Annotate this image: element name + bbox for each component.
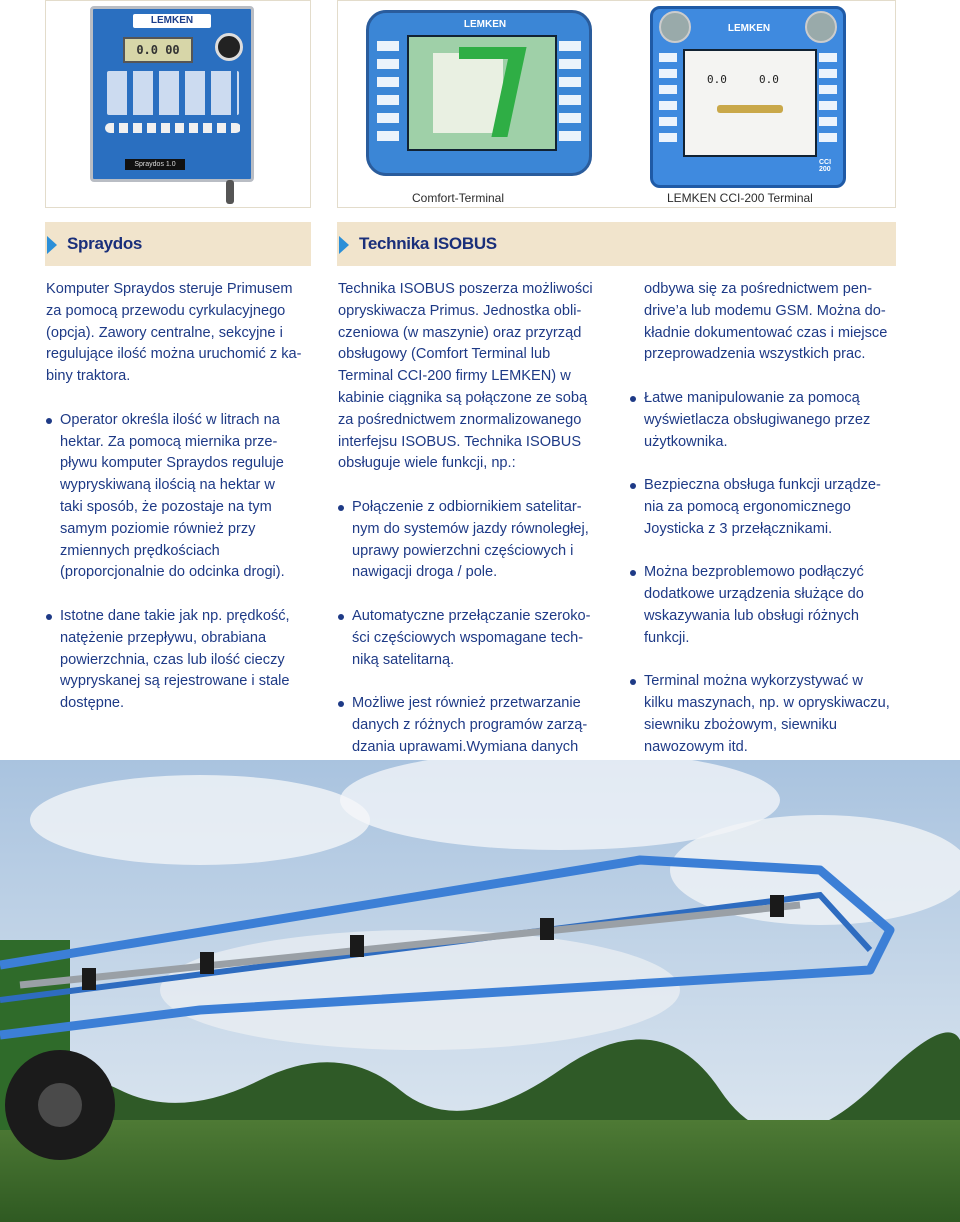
isobus-section-header <box>337 222 896 266</box>
isobus-continued: odbywa się za pośrednictwem pen- drive’a lub modemu GSM. Można do- kładnie dokumentować czas i miejsce przeprowadzenia wszystkich prac. <box>644 281 888 363</box>
spraydos-device-label: Spraydos 1.0 <box>125 159 185 170</box>
cci-right-softkeys <box>819 53 837 149</box>
isobus-title: Technika ISOBUS <box>359 234 497 253</box>
lemken-logo: LEMKEN <box>727 23 771 34</box>
caption-cci-terminal: LEMKEN CCI-200 Terminal <box>667 191 813 205</box>
comfort-terminal-screen <box>407 35 557 151</box>
bullet-item: Łatwe manipulowanie za pomocą wyświetlacza obsługiwanego przez użytkownika. <box>630 388 920 453</box>
cci-screen <box>683 49 817 157</box>
rotary-knob <box>215 33 243 61</box>
spraydos-title: Spraydos <box>67 234 143 253</box>
bullet-item: Istotne dane takie jak np. prędkość, natężenie przepływu, obrabiana powierzchnia, czas lub ilość cieczy wypryskanej są rejestrowane i stale dostępne. <box>46 606 311 715</box>
comfort-terminal-image <box>366 10 592 176</box>
column-isobus-1 <box>338 279 618 759</box>
caption-comfort-terminal: Comfort-Terminal <box>412 191 505 205</box>
bullet-item: Bezpieczna obsługa funkcji urządze- nia za pomocą ergonomicznego Joysticka z 3 przełącznikami. <box>630 475 920 540</box>
cci-model-badge: CCI 200 <box>819 159 832 173</box>
cci-left-softkeys <box>659 53 677 149</box>
isobus-intro: Technika ISOBUS poszerza możliwości opryskiwacza Primus. Jednostka obli- czeniowa (w maszynie) oraz przyrząd obsługowy (Comfort Terminal lub Terminal CCI-200 firmy LEMKEN) w kabinie ciągnika są połączone ze sobą za pośrednictwem znormalizowanego interfejsu ISOBUS. Technika ISOBUS obsługuje wiele funkcji, np.: <box>338 281 593 472</box>
spraydos-lcd-display: 0.0 00 <box>123 37 193 63</box>
cci-knob-left <box>659 11 691 43</box>
cci-200-terminal-image <box>650 6 846 188</box>
arrow-icon <box>339 236 349 254</box>
cci-boom-graphic <box>717 105 783 113</box>
bullet-item: Automatyczne przełączanie szeroko- ści częściowych wspomagane tech- niką satelitarną. <box>338 606 618 671</box>
sprayer-field-photo <box>0 760 960 1222</box>
bullet-item: Operator określa ilość w litrach na hektar. Za pomocą miernika prze- pływu komputer Spraydos reguluje wypryskiwaną ilością na hektar w taki sposób, że pozostaje na tym samym poziomie również przy zmiennych prędkościach (proporcjonalnie do odcinka drogi). <box>46 410 311 584</box>
column-spraydos <box>46 279 311 715</box>
cci-value-2: 0.0 <box>759 73 779 86</box>
device-cable <box>226 180 234 204</box>
left-softkeys <box>377 41 399 145</box>
spraydos-computer-image <box>90 6 254 182</box>
lemken-logo: LEMKEN <box>463 19 507 30</box>
bullet-item: Możliwe jest również przetwarzanie danych z różnych programów zarzą- dzania uprawami.Wymiana danych <box>338 693 618 758</box>
sprayer-field-illustration <box>0 760 960 1222</box>
spraydos-intro: Komputer Spraydos steruje Primusem za pomocą przewodu cyrkulacyjnego (opcja). Zawory centralne, sekcyjne i regulujące ilość można uruchomić z ka- biny traktora. <box>46 281 302 385</box>
section-switch-row <box>105 123 241 133</box>
right-softkeys <box>559 41 581 145</box>
arrow-icon <box>47 236 57 254</box>
cci-value-1: 0.0 <box>707 73 727 86</box>
function-buttons <box>107 71 239 115</box>
cci-knob-right <box>805 11 837 43</box>
track-path-top <box>459 47 519 59</box>
field-map <box>433 53 503 133</box>
bullet-item: Można bezproblemowo podłączyć dodatkowe urządzenia służące do wskazywania lub obsługi różnych funkcji. <box>630 562 920 649</box>
bullet-item: Połączenie z odbiornikiem satelitar- nym do systemów jazdy równoległej, uprawy powierzchni częściowych i nawigacji droga / pole. <box>338 497 618 584</box>
bullet-item: Terminal można wykorzystywać w kilku maszynach, np. w opryskiwaczu, siewniku zbożowym, siewniku nawozowym itd. <box>630 671 920 758</box>
lemken-logo: LEMKEN <box>133 14 211 28</box>
column-isobus-2 <box>630 279 920 759</box>
spraydos-section-header <box>45 222 311 266</box>
